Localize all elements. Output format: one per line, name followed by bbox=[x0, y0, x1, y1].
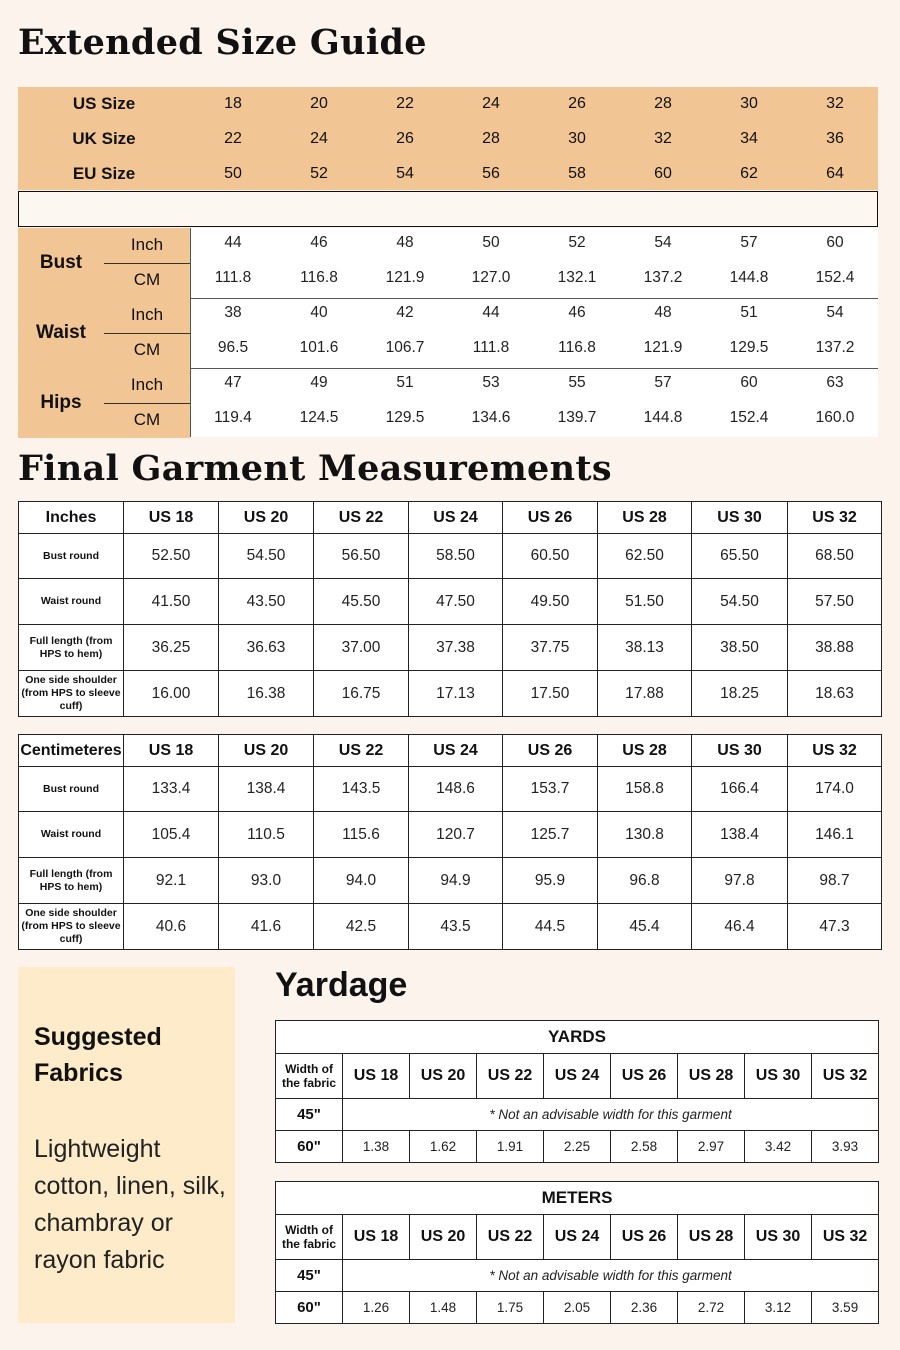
meters-table bbox=[275, 1181, 879, 1324]
cell-divider bbox=[448, 298, 449, 368]
cm-value: 121.9 bbox=[643, 339, 683, 356]
size-column-header: US 22 bbox=[477, 1054, 544, 1099]
cell-divider bbox=[448, 228, 449, 298]
suggested-fabrics-text: Lightweight cotton, linen, silk, chambray or rayon fabric bbox=[34, 1135, 226, 1274]
inch-value: 51 bbox=[396, 374, 414, 391]
cell-divider bbox=[276, 298, 277, 368]
yardage-title: Yardage bbox=[275, 966, 408, 1004]
measurement-value: 16.00 bbox=[124, 671, 219, 717]
cell-divider bbox=[362, 228, 363, 298]
measurement-row bbox=[19, 904, 882, 950]
measurement-value: 57.50 bbox=[788, 579, 882, 625]
cell-divider bbox=[620, 228, 621, 298]
measurement-label: One side shoulder (from HPS to sleeve cuff) bbox=[19, 671, 124, 717]
size-header-row bbox=[18, 87, 878, 121]
size-value: 30 bbox=[568, 130, 586, 147]
size-guide-title: Extended Size Guide bbox=[18, 22, 427, 63]
suggested-fabrics-heading: Suggested Fabrics bbox=[34, 1023, 162, 1087]
yardage-value: 1.48 bbox=[410, 1292, 477, 1324]
measurement-value: 18.25 bbox=[692, 671, 788, 717]
cell-divider bbox=[276, 368, 277, 438]
measurement-value: 37.75 bbox=[503, 625, 598, 671]
yardage-value: 2.05 bbox=[544, 1292, 611, 1324]
measurement-value: 36.63 bbox=[219, 625, 314, 671]
cm-value: 124.5 bbox=[299, 409, 339, 426]
measurement-label: One side shoulder (from HPS to sleeve cuff) bbox=[19, 904, 124, 950]
unit-label-cm: CM bbox=[133, 410, 161, 429]
size-value: 26 bbox=[396, 130, 414, 147]
cell-divider bbox=[706, 228, 707, 298]
cm-value: 96.5 bbox=[217, 339, 249, 356]
measurement-value: 146.1 bbox=[788, 812, 882, 858]
inch-value: 55 bbox=[568, 374, 586, 391]
size-value: 32 bbox=[826, 95, 844, 112]
cell-divider bbox=[620, 298, 621, 368]
size-column-header: US 32 bbox=[788, 502, 882, 534]
cm-value: 137.2 bbox=[815, 339, 855, 356]
cell-divider bbox=[276, 228, 277, 298]
size-value: 28 bbox=[482, 130, 500, 147]
measurement-value: 158.8 bbox=[598, 767, 692, 812]
size-value: 26 bbox=[568, 95, 586, 112]
measurement-value: 46.4 bbox=[692, 904, 788, 950]
measure-group-bust bbox=[18, 228, 878, 298]
cm-value: 111.8 bbox=[214, 269, 252, 286]
yardage-value: 2.25 bbox=[544, 1131, 611, 1163]
size-value: 34 bbox=[740, 130, 758, 147]
yardage-value: 3.42 bbox=[745, 1131, 812, 1163]
yardage-value: 2.72 bbox=[678, 1292, 745, 1324]
size-value: 60 bbox=[654, 165, 672, 182]
yardage-value: 3.93 bbox=[812, 1131, 879, 1163]
size-system-label: EU Size bbox=[72, 164, 136, 183]
measurement-row bbox=[19, 671, 882, 717]
size-column-header: US 30 bbox=[745, 1215, 812, 1260]
measurement-row bbox=[19, 534, 882, 579]
measurement-value: 125.7 bbox=[503, 812, 598, 858]
unit-label-inch: Inch bbox=[130, 305, 164, 324]
measurement-value: 45.4 bbox=[598, 904, 692, 950]
size-guide-spacer bbox=[18, 191, 878, 227]
inch-value: 52 bbox=[568, 234, 586, 251]
width-label-60: 60" bbox=[276, 1292, 343, 1324]
inch-value: 46 bbox=[310, 234, 328, 251]
inch-value: 51 bbox=[740, 304, 758, 321]
measurement-value: 115.6 bbox=[314, 812, 409, 858]
cell-divider bbox=[534, 368, 535, 438]
size-column-header: US 20 bbox=[410, 1215, 477, 1260]
size-column-header: US 18 bbox=[343, 1054, 410, 1099]
size-system-label: US Size bbox=[72, 94, 136, 113]
size-value: 24 bbox=[310, 130, 328, 147]
cm-value: 116.8 bbox=[558, 339, 596, 356]
yardage-value: 1.62 bbox=[410, 1131, 477, 1163]
measurement-value: 105.4 bbox=[124, 812, 219, 858]
size-header-row bbox=[19, 502, 882, 534]
measure-label: Waist bbox=[18, 298, 104, 368]
measurement-value: 138.4 bbox=[692, 812, 788, 858]
measurement-value: 174.0 bbox=[788, 767, 882, 812]
unit-column bbox=[104, 228, 190, 298]
cell-divider bbox=[792, 298, 793, 368]
yards-table bbox=[275, 1020, 879, 1163]
measurement-value: 49.50 bbox=[503, 579, 598, 625]
measurement-value: 65.50 bbox=[692, 534, 788, 579]
yardage-value: 3.12 bbox=[745, 1292, 812, 1324]
size-column-header: US 26 bbox=[503, 735, 598, 767]
size-value: 52 bbox=[310, 165, 328, 182]
size-header-row bbox=[19, 735, 882, 767]
size-guide-body bbox=[18, 228, 878, 437]
cell-divider bbox=[706, 368, 707, 438]
size-value: 36 bbox=[826, 130, 844, 147]
yardage-value: 1.26 bbox=[343, 1292, 410, 1324]
measurement-value: 18.63 bbox=[788, 671, 882, 717]
measurement-value: 17.50 bbox=[503, 671, 598, 717]
size-column-header: US 30 bbox=[692, 502, 788, 534]
cell-divider bbox=[362, 368, 363, 438]
measurement-row bbox=[19, 812, 882, 858]
measurement-value: 96.8 bbox=[598, 858, 692, 904]
group-divider bbox=[190, 368, 878, 369]
measurement-value: 37.38 bbox=[409, 625, 503, 671]
cell-divider bbox=[534, 298, 535, 368]
measurement-value: 45.50 bbox=[314, 579, 409, 625]
measurement-value: 37.00 bbox=[314, 625, 409, 671]
size-value: 50 bbox=[224, 165, 242, 182]
measurement-value: 98.7 bbox=[788, 858, 882, 904]
cm-value: 160.0 bbox=[815, 409, 855, 426]
size-column-header: US 20 bbox=[219, 502, 314, 534]
cm-value: 121.9 bbox=[385, 269, 425, 286]
size-column-header: US 28 bbox=[678, 1054, 745, 1099]
measurement-label: Full length (from HPS to hem) bbox=[19, 625, 124, 671]
size-value: 32 bbox=[654, 130, 672, 147]
size-header-row bbox=[276, 1215, 879, 1260]
measurement-value: 16.75 bbox=[314, 671, 409, 717]
inch-value: 46 bbox=[568, 304, 586, 321]
size-column-header: US 20 bbox=[219, 735, 314, 767]
inch-value: 49 bbox=[310, 374, 328, 391]
cm-value: 139.7 bbox=[557, 409, 597, 426]
measurement-value: 94.0 bbox=[314, 858, 409, 904]
size-value: 22 bbox=[224, 130, 242, 147]
cm-value: 129.5 bbox=[385, 409, 425, 426]
inch-value: 44 bbox=[224, 234, 242, 251]
size-column-header: US 26 bbox=[611, 1215, 678, 1260]
size-value: 62 bbox=[740, 165, 758, 182]
inch-value: 48 bbox=[396, 234, 414, 251]
inch-value: 53 bbox=[482, 374, 500, 391]
cm-value: 144.8 bbox=[729, 269, 769, 286]
unit-caption: METERS bbox=[276, 1182, 879, 1215]
measurement-value: 41.6 bbox=[219, 904, 314, 950]
measurement-value: 110.5 bbox=[219, 812, 314, 858]
inch-value: 44 bbox=[482, 304, 500, 321]
width-45-row bbox=[276, 1099, 879, 1131]
size-header-row bbox=[18, 157, 878, 191]
cm-value: 116.8 bbox=[300, 269, 338, 286]
measure-group-waist bbox=[18, 298, 878, 368]
measurement-label: Bust round bbox=[19, 767, 124, 812]
inch-value: 48 bbox=[654, 304, 672, 321]
measurement-value: 56.50 bbox=[314, 534, 409, 579]
width-60-row bbox=[276, 1131, 879, 1163]
size-value: 22 bbox=[396, 95, 414, 112]
cm-value: 127.0 bbox=[471, 269, 511, 286]
caption-row bbox=[276, 1021, 879, 1054]
size-column-header: US 24 bbox=[409, 735, 503, 767]
measurement-value: 38.13 bbox=[598, 625, 692, 671]
suggested-fabrics-panel bbox=[18, 967, 235, 1323]
size-column-header: US 26 bbox=[611, 1054, 678, 1099]
measurement-value: 148.6 bbox=[409, 767, 503, 812]
size-column-header: US 18 bbox=[124, 735, 219, 767]
measurement-value: 47.3 bbox=[788, 904, 882, 950]
measurement-value: 38.88 bbox=[788, 625, 882, 671]
width-corner: Width of the fabric bbox=[276, 1054, 343, 1099]
cm-value: 119.4 bbox=[214, 409, 252, 426]
measurement-value: 43.5 bbox=[409, 904, 503, 950]
measurement-label: Full length (from HPS to hem) bbox=[19, 858, 124, 904]
width-label-45: 45" bbox=[276, 1099, 343, 1131]
measurement-value: 40.6 bbox=[124, 904, 219, 950]
size-column-header: US 22 bbox=[314, 735, 409, 767]
unit-caption: YARDS bbox=[276, 1021, 879, 1054]
yardage-value: 1.38 bbox=[343, 1131, 410, 1163]
measurement-row bbox=[19, 579, 882, 625]
cm-value: 111.8 bbox=[472, 339, 510, 356]
yardage-value: 2.97 bbox=[678, 1131, 745, 1163]
size-column-header: US 22 bbox=[314, 502, 409, 534]
cell-divider bbox=[620, 368, 621, 438]
size-column-header: US 28 bbox=[678, 1215, 745, 1260]
size-system-label: UK Size bbox=[72, 129, 136, 148]
cm-value: 152.4 bbox=[815, 269, 855, 286]
measurement-row bbox=[19, 625, 882, 671]
width-label-45: 45" bbox=[276, 1260, 343, 1292]
size-value: 54 bbox=[396, 165, 414, 182]
size-value: 56 bbox=[482, 165, 500, 182]
measurement-value: 166.4 bbox=[692, 767, 788, 812]
inch-value: 40 bbox=[310, 304, 328, 321]
measurement-value: 43.50 bbox=[219, 579, 314, 625]
size-value: 20 bbox=[310, 95, 328, 112]
inch-value: 63 bbox=[826, 374, 844, 391]
cm-value: 144.8 bbox=[643, 409, 683, 426]
measurement-value: 94.9 bbox=[409, 858, 503, 904]
inch-value: 57 bbox=[740, 234, 758, 251]
measurement-value: 97.8 bbox=[692, 858, 788, 904]
inch-value: 38 bbox=[224, 304, 242, 321]
size-column-header: US 30 bbox=[692, 735, 788, 767]
unit-label-cm: CM bbox=[133, 270, 161, 289]
size-column-header: US 30 bbox=[745, 1054, 812, 1099]
cm-value: 129.5 bbox=[729, 339, 769, 356]
unit-edge bbox=[190, 228, 191, 437]
garment-inches-table bbox=[18, 501, 882, 717]
units-corner: Centimeteres bbox=[19, 735, 124, 767]
unit-label-inch: Inch bbox=[130, 235, 164, 254]
cm-value: 134.6 bbox=[471, 409, 511, 426]
measurement-value: 138.4 bbox=[219, 767, 314, 812]
measure-label: Bust bbox=[18, 228, 104, 298]
size-value: 28 bbox=[654, 95, 672, 112]
measurement-value: 54.50 bbox=[692, 579, 788, 625]
measurement-value: 93.0 bbox=[219, 858, 314, 904]
size-value: 30 bbox=[740, 95, 758, 112]
size-column-header: US 32 bbox=[788, 735, 882, 767]
cell-divider bbox=[362, 298, 363, 368]
size-column-header: US 26 bbox=[503, 502, 598, 534]
size-column-header: US 32 bbox=[812, 1054, 879, 1099]
measurement-value: 153.7 bbox=[503, 767, 598, 812]
size-value: 18 bbox=[224, 95, 242, 112]
not-advisable-note: * Not an advisable width for this garment bbox=[343, 1099, 879, 1131]
unit-label-inch: Inch bbox=[130, 375, 164, 394]
size-column-header: US 28 bbox=[598, 735, 692, 767]
garment-title: Final Garment Measurements bbox=[18, 448, 612, 489]
measurement-label: Waist round bbox=[19, 579, 124, 625]
cm-value: 132.1 bbox=[557, 269, 597, 286]
garment-cm-table bbox=[18, 734, 882, 950]
measurement-value: 143.5 bbox=[314, 767, 409, 812]
yardage-value: 1.91 bbox=[477, 1131, 544, 1163]
measurement-value: 60.50 bbox=[503, 534, 598, 579]
measurement-value: 36.25 bbox=[124, 625, 219, 671]
size-value: 24 bbox=[482, 95, 500, 112]
measure-group-hips bbox=[18, 368, 878, 438]
measurement-value: 17.88 bbox=[598, 671, 692, 717]
cm-value: 101.6 bbox=[299, 339, 339, 356]
size-column-header: US 18 bbox=[343, 1215, 410, 1260]
inch-value: 54 bbox=[826, 304, 844, 321]
measurement-value: 133.4 bbox=[124, 767, 219, 812]
width-label-60: 60" bbox=[276, 1131, 343, 1163]
measurement-value: 120.7 bbox=[409, 812, 503, 858]
inch-value: 50 bbox=[482, 234, 500, 251]
inch-value: 60 bbox=[740, 374, 758, 391]
measurement-value: 47.50 bbox=[409, 579, 503, 625]
cm-value: 137.2 bbox=[643, 269, 683, 286]
not-advisable-note: * Not an advisable width for this garment bbox=[343, 1260, 879, 1292]
unit-column bbox=[104, 298, 190, 368]
cell-divider bbox=[448, 368, 449, 438]
measurement-value: 95.9 bbox=[503, 858, 598, 904]
measurement-value: 92.1 bbox=[124, 858, 219, 904]
size-column-header: US 24 bbox=[409, 502, 503, 534]
measurement-value: 58.50 bbox=[409, 534, 503, 579]
unit-column bbox=[104, 368, 190, 438]
cell-divider bbox=[792, 368, 793, 438]
measurement-row bbox=[19, 767, 882, 812]
cm-value: 106.7 bbox=[385, 339, 425, 356]
width-60-row bbox=[276, 1292, 879, 1324]
measurement-value: 62.50 bbox=[598, 534, 692, 579]
yardage-value: 2.36 bbox=[611, 1292, 678, 1324]
inch-value: 54 bbox=[654, 234, 672, 251]
measurement-value: 130.8 bbox=[598, 812, 692, 858]
size-header-row bbox=[276, 1054, 879, 1099]
inch-value: 57 bbox=[654, 374, 672, 391]
inch-value: 47 bbox=[224, 374, 242, 391]
yardage-value: 3.59 bbox=[812, 1292, 879, 1324]
inch-value: 42 bbox=[396, 304, 414, 321]
yardage-value: 2.58 bbox=[611, 1131, 678, 1163]
measurement-value: 44.5 bbox=[503, 904, 598, 950]
measurement-label: Waist round bbox=[19, 812, 124, 858]
measurement-value: 52.50 bbox=[124, 534, 219, 579]
size-column-header: US 20 bbox=[410, 1054, 477, 1099]
size-column-header: US 18 bbox=[124, 502, 219, 534]
yardage-value: 1.75 bbox=[477, 1292, 544, 1324]
cm-value: 152.4 bbox=[729, 409, 769, 426]
width-45-row bbox=[276, 1260, 879, 1292]
cell-divider bbox=[534, 228, 535, 298]
size-value: 58 bbox=[568, 165, 586, 182]
size-column-header: US 32 bbox=[812, 1215, 879, 1260]
size-guide-header bbox=[18, 87, 878, 190]
size-value: 64 bbox=[826, 165, 844, 182]
measurement-value: 16.38 bbox=[219, 671, 314, 717]
measurement-label: Bust round bbox=[19, 534, 124, 579]
width-corner: Width of the fabric bbox=[276, 1215, 343, 1260]
group-divider bbox=[190, 298, 878, 299]
measurement-value: 17.13 bbox=[409, 671, 503, 717]
cell-divider bbox=[706, 298, 707, 368]
measurement-value: 42.5 bbox=[314, 904, 409, 950]
measurement-value: 51.50 bbox=[598, 579, 692, 625]
units-corner: Inches bbox=[19, 502, 124, 534]
unit-label-cm: CM bbox=[133, 340, 161, 359]
caption-row bbox=[276, 1182, 879, 1215]
cell-divider bbox=[792, 228, 793, 298]
size-column-header: US 24 bbox=[544, 1215, 611, 1260]
measure-label: Hips bbox=[18, 368, 104, 438]
size-column-header: US 24 bbox=[544, 1054, 611, 1099]
size-column-header: US 28 bbox=[598, 502, 692, 534]
inch-value: 60 bbox=[826, 234, 844, 251]
measurement-value: 41.50 bbox=[124, 579, 219, 625]
measurement-row bbox=[19, 858, 882, 904]
measurement-value: 38.50 bbox=[692, 625, 788, 671]
measurement-value: 68.50 bbox=[788, 534, 882, 579]
size-column-header: US 22 bbox=[477, 1215, 544, 1260]
measurement-value: 54.50 bbox=[219, 534, 314, 579]
size-header-row bbox=[18, 122, 878, 156]
